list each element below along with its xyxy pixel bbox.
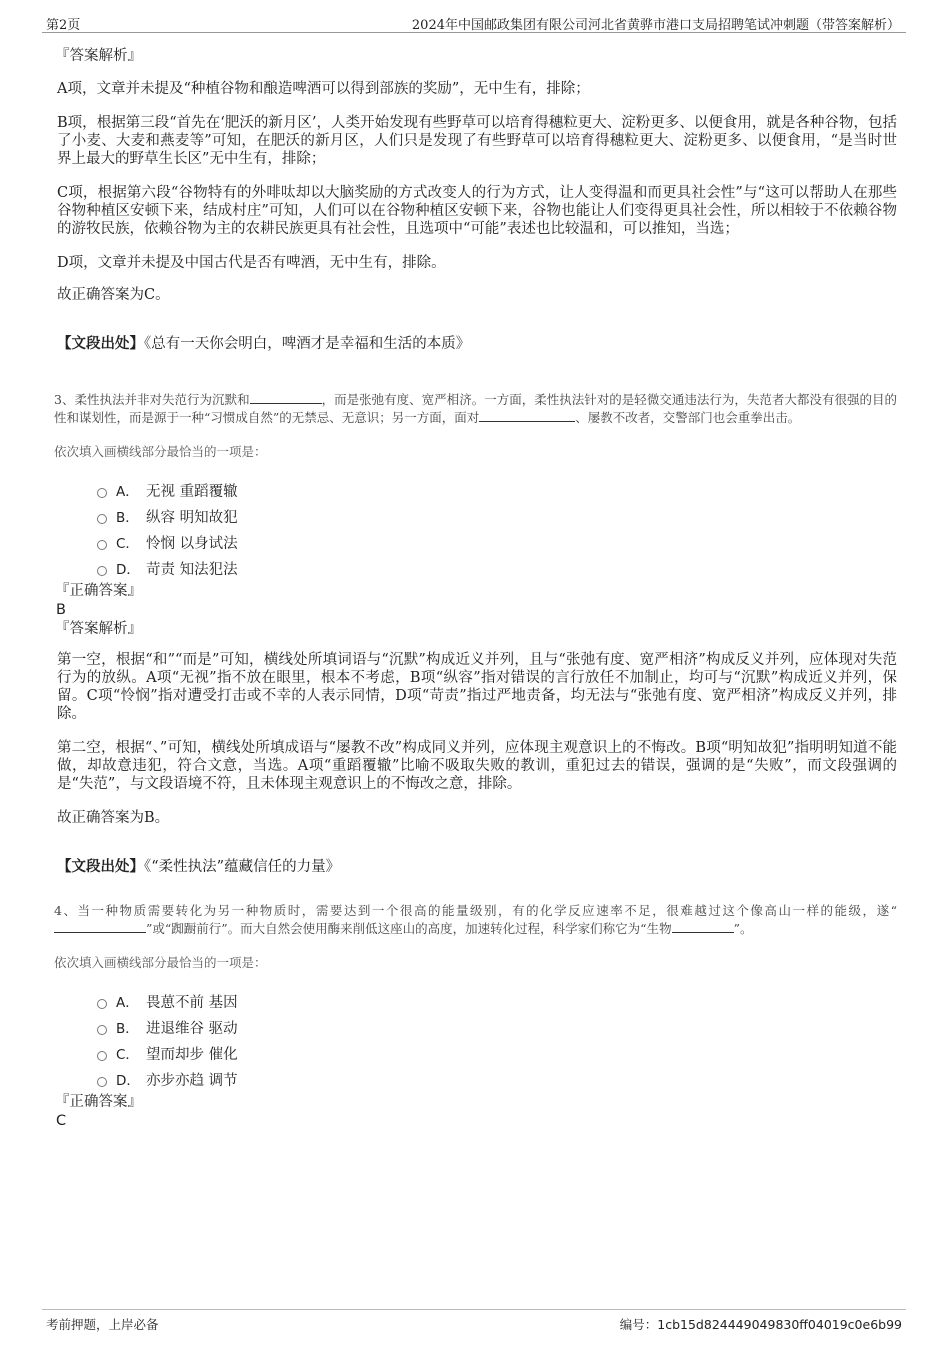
q3-analysis-1: 第一空，根据“和”“而是”可知，横线处所填词语与“沉默”构成近义并列，且与“张弛有度、宽严相济”构成反义并列，应体现对失范行为的放纵。A项“无视”指不放在眼里，根本不考虑，B项“纵容”指对错误的言行放任不加制止，均可与“沉默”构成近义并列，保留。C项“怜悯”指对遭受打击或不幸的人表示同情，D项“苛责”指过严地责备，均无法与“张弛有度、宽严相济”构成反义并列，排除。 [57,652,897,722]
q3-analysis-2: 第二空，根据“、”可知，横线处所填成语与“屡教不改”构成同义并列，应体现主观意识上的不悔改。B项“明知故犯”指明明知道不能做，却故意违犯，符合文意，当选。A项“重蹈覆辙”比喻不吸取失败的教训，重犯过去的错误，强调的是“失败”，而文段强调的是“失范”，与文段语境不符，且未体现主观意识上的不悔改之意，排除。 [57,740,897,792]
page-header [42,12,906,33]
q4-answer: C [56,1113,67,1129]
q3-source-title: 《“柔性执法”蕴藏信任的力量》 [144,858,341,875]
correct-answer-label: 『正确答案』 [55,583,142,599]
q4-option-b[interactable]: B． 进退维谷 驱动 [97,1014,897,1040]
q2-source [57,335,897,353]
q3-conclusion: 故正确答案为B。 [57,810,170,826]
q3-options [97,477,897,581]
q3-stem: 3、柔性执法并非对失范行为沉默和 ，而是张弛有度、宽严相济。一方面，柔性执法针对的是轻微交通违法行为，失范者大都没有很强的目的性和谋划性，而是源于一种“习惯成自然”的无禁忌、无意识；另一方面，面对 、屡教不改者，交警部门也会重拳出击。 [54,392,897,425]
radio-icon[interactable] [97,999,107,1009]
radio-icon[interactable] [97,1077,107,1087]
q2-source-label: 【文段出处】 [57,334,144,352]
q4-prompt: 依次填入画横线部分最恰当的一项是： [54,955,267,970]
page-number: 第2页 [46,18,81,33]
q3-source [57,858,897,876]
radio-icon[interactable] [97,1051,107,1061]
blank-2 [479,409,575,422]
radio-icon[interactable] [97,1025,107,1035]
q3-option-c[interactable]: C． 怜悯 以身试法 [97,529,897,555]
footer-slogan: 考前押题，上岸必备 [46,1317,159,1332]
q2-analysis-b: B项，根据第三段“首先在‘肥沃的新月区’，人类开始发现有些野草可以培育得穗粒更大、淀粉更多、以便食用，就是各种谷物，包括了小麦、大麦和燕麦等”可知，在肥沃的新月区，人们只是发现了有些野草可以培育得穗粒更大、淀粉更多、以便食用，“是当时世界上最大的野草生长区”无中生有，排除； [57,115,897,167]
q4-stem: 4、当一种物质需要转化为另一种物质时，需要达到一个很高的能量级别，有的化学反应速率不足，很难越过这个像高山一样的能级，遂“”或“踟蹰前行”。而大自然会使用酶来削低这座山的高度，加速转化过程，科学家们称它为“生物 ”。 [54,903,897,936]
analysis-label: 『答案解析』 [55,48,142,64]
q3-option-d[interactable]: D． 苛责 知法犯法 [97,555,897,581]
q4-option-c[interactable]: C． 望而却步 催化 [97,1040,897,1066]
q2-analysis-d: D项，文章并未提及中国古代是否有啤酒，无中生有，排除。 [57,255,446,271]
q2-analysis-c: C项，根据第六段“谷物特有的外啡呔却以大脑奖励的方式改变人的行为方式，让人变得温和而更具社会性”与“这可以帮助人在那些谷物种植区安顿下来，结成村庄”可知，人们可以在谷物种植区安顿下来，谷物也能让人们变得更具社会性，所以相较于不依赖谷物的游牧民族，依赖谷物为主的农耕民族更具有社会性，且选项中“可能”表述也比较温和，可以推知，当选； [57,185,897,237]
q3-answer: B [56,602,66,618]
correct-answer-label: 『正确答案』 [55,1094,142,1110]
blank-2 [672,920,734,933]
document-title: 2024年中国邮政集团有限公司河北省黄骅市港口支局招聘笔试冲刺题（带答案解析） [411,18,900,33]
footer-code: 编号：1cb15d824449049830ff04019c0e6b99 [619,1317,902,1332]
q4-option-d[interactable]: D． 亦步亦趋 调节 [97,1066,897,1092]
radio-icon[interactable] [97,540,107,550]
q3-source-label: 【文段出处】 [57,857,144,875]
q2-source-title: 《总有一天你会明白，啤酒才是幸福和生活的本质》 [144,335,471,352]
q3-prompt: 依次填入画横线部分最恰当的一项是： [54,444,267,459]
q4-options [97,988,897,1092]
q3-option-a[interactable]: A． 无视 重蹈覆辙 [97,477,897,503]
q4-option-a[interactable]: A． 畏葸不前 基因 [97,988,897,1014]
q3-option-b[interactable]: B． 纵容 明知故犯 [97,503,897,529]
radio-icon[interactable] [97,566,107,576]
radio-icon[interactable] [97,488,107,498]
blank-1 [54,920,146,933]
radio-icon[interactable] [97,514,107,524]
q2-analysis-a: A项，文章并未提及“种植谷物和酿造啤酒可以得到部族的奖励”，无中生有，排除； [57,81,590,97]
page-footer [42,1309,906,1338]
main-content [54,46,897,1130]
analysis-label: 『答案解析』 [55,621,142,637]
blank-1 [250,391,322,404]
q2-conclusion: 故正确答案为C。 [57,287,170,303]
